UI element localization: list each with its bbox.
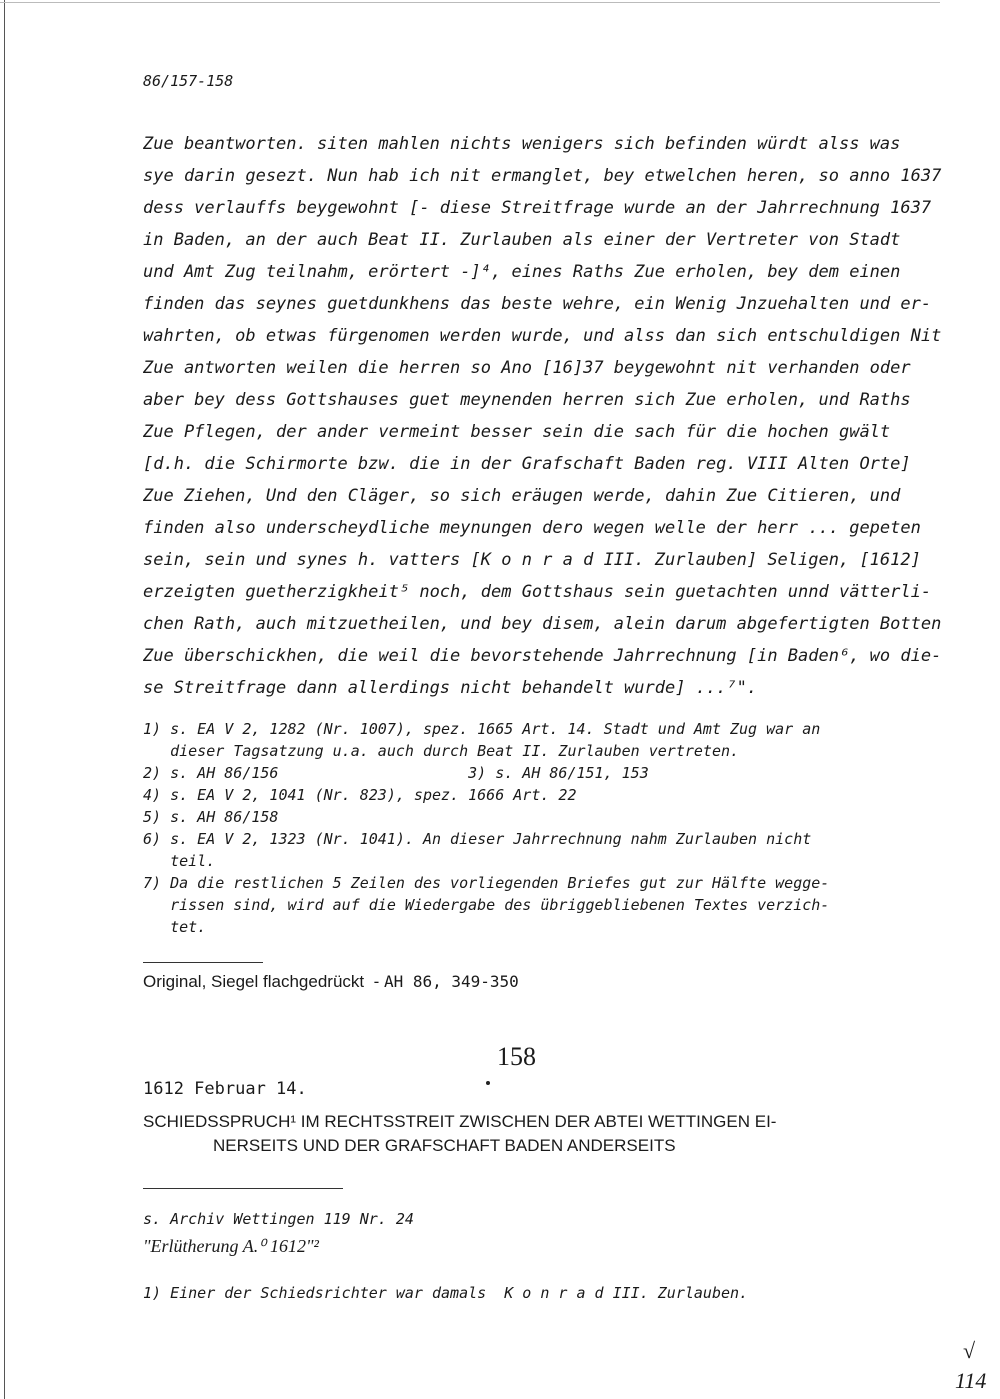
footnote-line: 4) s. EA V 2, 1041 (Nr. 823), spez. 1666 Art. 22 — [143, 786, 577, 804]
letter-body — [143, 128, 942, 704]
document-reference: 86/157-158 — [143, 72, 234, 90]
body-line: finden also underscheydliche meynungen dero wegen welle der herr ... gepeten — [143, 518, 921, 538]
body-line: und Amt Zug teilnahm, erörtert -]⁴, eines Raths Zue erholen, bey dem einen — [143, 262, 901, 282]
footnote-line: rissen sind, wird auf die Wiedergabe des übriggebliebenen Textes verzich- — [143, 896, 830, 914]
body-line: wahrten, ob etwas fürgenomen werden wurde, und alss dan sich entschuldigen Nit — [143, 326, 942, 346]
body-line: Zue beantworten. siten mahlen nichts wenigers sich befinden würdt alss was — [143, 134, 901, 154]
document-number: 158 — [497, 1042, 536, 1071]
separator-rule — [143, 962, 263, 963]
body-line: Zue überschickhen, die weil die bevorstehende Jahrrechnung [in Baden⁶, wo die- — [143, 646, 942, 666]
footnote-line: 1) s. EA V 2, 1282 (Nr. 1007), spez. 1665 Art. 14. Stadt und Amt Zug war an — [143, 720, 821, 738]
original-ref: AH 86, 349-350 — [383, 972, 519, 991]
body-line: erzeigten guetherzigkheit⁵ noch, dem Gottshaus sein guetachten unnd vätterli- — [143, 582, 932, 602]
body-line: dess verlauffs beygewohnt [- diese Streitfrage wurde an der Jahrrechnung 1637 — [143, 198, 932, 218]
footnote-line: 5) s. AH 86/158 — [143, 808, 279, 826]
page-number-handwritten: 114 — [955, 1368, 987, 1393]
document-date: 1612 Februar 14. — [143, 1079, 307, 1099]
title-line-1: SCHIEDSSPRUCH¹ IM RECHTSSTREIT ZWISCHEN DER ABTEI WETTINGEN EI- — [143, 1112, 777, 1131]
body-line: se Streitfrage dann allerdings nicht behandelt wurde] ...⁷". — [143, 678, 758, 698]
page-edge-left — [4, 0, 5, 1399]
handwritten-note: "Erlütherung A.⁰ 1612"² — [143, 1236, 319, 1256]
body-line: Zue Pflegen, der ander vermeint besser sein die sach für die hochen gwält — [143, 422, 891, 442]
original-text: Original, Siegel flachgedrückt - — [143, 972, 384, 991]
body-line: in Baden, an der auch Beat II. Zurlauben als einer der Vertreter von Stadt — [143, 230, 901, 250]
body-line: aber bey dess Gottshauses guet meynenden herren sich Zue erholen, und Raths — [143, 390, 911, 410]
footnote-line: dieser Tagsatzung u.a. auch durch Beat II. Zurlauben vertreten. — [143, 742, 740, 760]
check-mark: √ — [963, 1338, 976, 1363]
footnote-line: 7) Da die restlichen 5 Zeilen des vorliegenden Briefes gut zur Hälfte wegge- — [143, 874, 830, 892]
body-line: sye darin gesezt. Nun hab ich nit ermanglet, bey etwelchen heren, so anno 1637 — [143, 166, 942, 186]
document-title — [143, 1110, 933, 1158]
footnote-line: 2) s. AH 86/156 3) s. AH 86/151, 153 — [143, 764, 649, 782]
title-line-2: NERSEITS UND DER GRAFSCHAFT BADEN ANDERSEITS — [213, 1136, 676, 1155]
body-line: chen Rath, auch mitzuetheilen, und bey disem, alein darum abgefertigten Botten — [143, 614, 942, 634]
body-line: Zue Ziehen, Und den Cläger, so sich eräugen werde, dahin Zue Citieren, und — [143, 486, 901, 506]
original-note — [143, 972, 519, 992]
footnote-title: 1) Einer der Schiedsrichter war damals K o n r a d III. Zurlauben. — [143, 1284, 749, 1302]
body-line: sein, sein und synes h. vatters [K o n r a d III. Zurlauben] Seligen, [1612] — [143, 550, 921, 570]
stray-mark — [486, 1081, 490, 1085]
footnote-line: 6) s. EA V 2, 1323 (Nr. 1041). An dieser Jahrrechnung nahm Zurlauben nicht — [143, 830, 812, 848]
body-line: [d.h. die Schirmorte bzw. die in der Grafschaft Baden reg. VIII Alten Orte] — [143, 454, 911, 474]
body-line: finden das seynes guetdunkhens das beste wehre, ein Wenig Jnzuehalten und er- — [143, 294, 932, 314]
footnote-line: tet. — [143, 918, 207, 936]
body-line: Zue antworten weilen die herren so Ano [16]37 beygewohnt nit verhanden oder — [143, 358, 911, 378]
separator-rule-2 — [143, 1188, 343, 1189]
footnote-line: teil. — [143, 852, 216, 870]
footnotes — [143, 718, 943, 938]
archive-source: s. Archiv Wettingen 119 Nr. 24 — [143, 1210, 414, 1228]
page-edge-top — [0, 2, 940, 3]
